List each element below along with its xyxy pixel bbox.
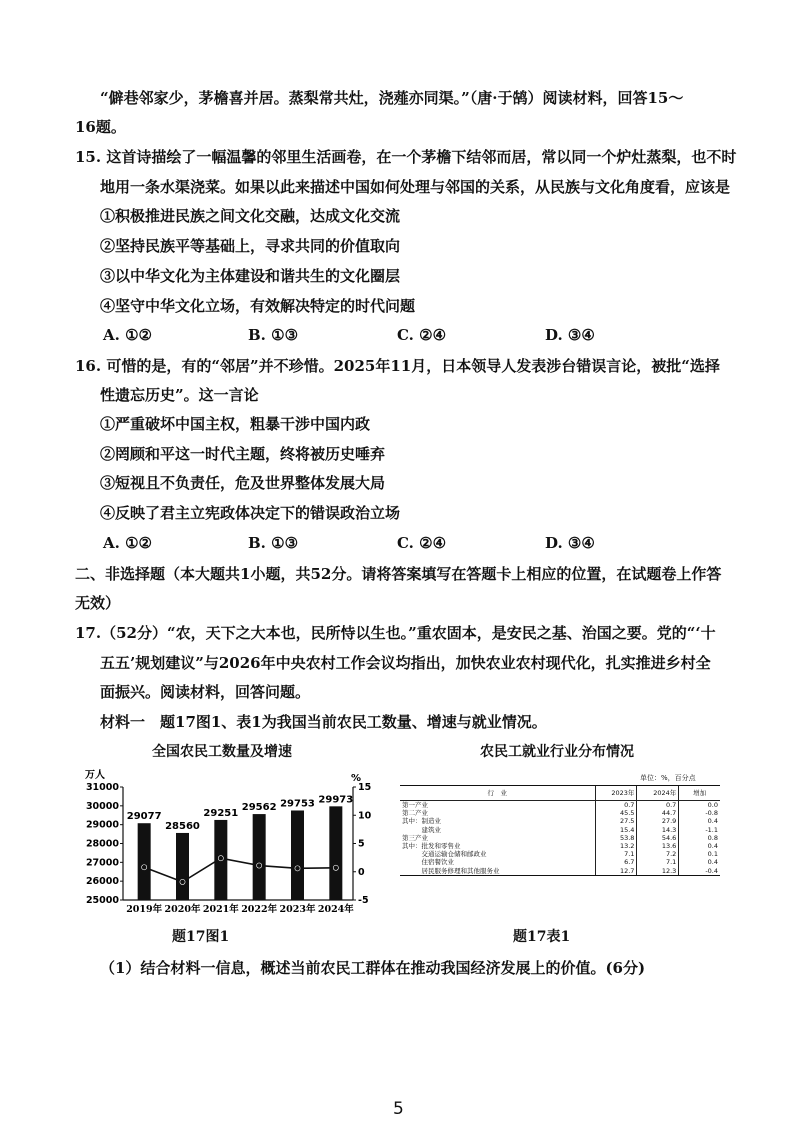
table-header-change: 增加 [679,786,720,801]
intro-line-1: “僻巷邻家少，茅檐喜并居。蒸梨常共灶，浇薤亦同渠。”（唐·于鹄）阅读材料，回答15～ [100,89,684,107]
growth-point [257,863,262,868]
section2-line-2: 无效） [75,594,121,612]
q15-option-c: C. ②④ [397,326,447,344]
table-cell: 7.2 [637,850,679,858]
table-cell: 第三产业 [402,833,428,842]
right-tick-label: -5 [358,895,369,906]
table-cell: 54.6 [637,834,679,842]
bar-value-label: 28560 [165,820,200,832]
table-cell: 14.3 [637,826,679,834]
left-tick-label: 27000 [85,857,119,869]
table-cell: 6.7 [595,858,637,866]
q16-option-d: D. ③④ [545,534,595,552]
table-cell: 45.5 [595,809,637,817]
growth-point [218,856,223,861]
table-caption: 题17表1 [513,929,571,945]
intro-line-2: 16题。 [75,118,126,136]
right-tick-label: 0 [358,866,365,878]
q16-item-4: ④反映了君主立宪政体决定下的错误政治立场 [100,504,401,522]
q16-stem-2: 性遗忘历史”。这一言论 [100,386,259,404]
q15-option-d: D. ③④ [545,326,595,344]
employment-table [400,786,720,875]
left-axis-unit: 万人 [85,770,105,781]
table-row [400,809,720,817]
table-row [400,842,720,850]
table-cell: -1.1 [679,826,720,834]
table-cell: 0.7 [637,801,679,810]
bar-2024年 [329,806,342,900]
q15-item-3: ③以中华文化为主体建设和谐共生的文化圈层 [100,267,401,285]
table-cell: 27.9 [637,817,679,825]
table-cell: 12.7 [595,867,637,875]
table-row [400,867,720,875]
q15-option-b: B. ①③ [248,326,299,344]
table-cell: 第一产业 [402,801,428,809]
left-tick-label: 25000 [85,895,119,906]
bar-2023年 [291,810,304,900]
chart-caption: 题17图1 [172,929,230,945]
table-row [400,801,720,810]
table-cell: 13.2 [595,842,637,850]
table-cell: 7.1 [595,850,637,858]
table-body [400,801,720,875]
left-tick-label: 26000 [85,876,119,888]
table-cell: -0.4 [679,867,720,875]
left-tick-label: 28000 [85,838,119,850]
q15-item-4: ④坚守中华文化立场，有效解决特定的时代问题 [100,297,416,315]
table-row [400,817,720,825]
table-header-2024: 2024年 [637,786,679,801]
table-cell: 44.7 [637,809,679,817]
table-row [400,834,720,842]
table-cell: 0.7 [595,801,637,810]
table-header-2023: 2023年 [595,786,637,801]
table-cell: 0.8 [679,834,720,842]
section2-line-1: 二、非选择题（本大题共1小题，共52分。请将答案填写在答题卡上相应的位置，在试题卷上作答 [75,565,722,583]
q15-stem-2: 地用一条水渠浇菜。如果以此来描述中国如何处理与邻国的关系，从民族与文化角度看，应该是 [100,178,731,196]
table-cell: 其中：制造业 [402,817,441,826]
left-tick-label: 30000 [85,800,119,812]
table-unit: 单位：%，百分点 [640,774,696,782]
table-title: 农民工就业行业分布情况 [480,744,634,760]
q16-stem-1: 16. 可惜的是，有的“邻居”并不珍惜。2025年11月，日本领导人发表涉台错误言论，被批“选择 [75,357,720,375]
x-tick-label: 2023年 [279,904,316,915]
left-tick-label: 31000 [85,782,119,793]
q15-item-1: ①积极推进民族之间文化交融，达成文化交流 [100,207,401,225]
x-tick-label: 2019年 [126,904,163,915]
growth-line [144,858,336,882]
table-cell: 13.6 [637,842,679,850]
q16-option-a: A. ①② [103,534,152,552]
q16-option-b: B. ①③ [248,534,299,552]
table-cell: 第二产业 [402,809,428,818]
right-tick-label: 15 [358,782,372,793]
table-cell: 其中：批发和零售业 [402,842,461,851]
table-cell: 建筑业 [402,825,441,834]
table-cell: 12.3 [637,867,679,875]
x-tick-label: 2022年 [241,904,278,915]
page-number: 5 [393,1099,404,1119]
migrant-worker-chart [75,765,390,920]
x-tick-label: 2021年 [202,904,239,915]
bar-2022年 [253,814,266,900]
growth-point [142,865,147,870]
table-cell: 7.1 [637,858,679,866]
bar-value-label: 29753 [280,798,315,810]
right-axis-unit: % [351,773,362,784]
right-tick-label: 5 [358,838,365,850]
right-tick-label: 10 [358,810,372,822]
employment-table-wrap [400,785,720,876]
table-header-row [400,786,720,801]
table-cell: 0.4 [679,842,720,850]
table-cell: 0.4 [679,817,720,825]
q15-option-a: A. ①② [103,326,152,344]
q17-stem-2: 五五’规划建议”与2026年中央农村工作会议均指出，加快农业农村现代化，扎实推进乡村全 [100,654,711,672]
table-cell: 居民服务修理和其他服务业 [402,866,500,875]
q17-sub-1: （1）结合材料一信息，概述当前农民工群体在推动我国经济发展上的价值。(6分) [100,959,646,977]
table-cell: 53.8 [595,834,637,842]
growth-point [333,865,338,870]
bar-2019年 [138,823,151,900]
table-cell: 交通运输仓储和邮政业 [402,850,487,859]
q16-item-2: ②罔顾和平这一时代主题，终将被历史唾弃 [100,445,386,463]
chart-title: 全国农民工数量及增速 [152,744,292,760]
q17-material-1: 材料一 题17图1、表1为我国当前农民工数量、增速与就业情况。 [100,713,547,731]
table-cell: 15.4 [595,826,637,834]
table-cell: 住宿餐饮业 [402,858,454,867]
table-header-industry: 行 业 [400,786,595,801]
bar-2020年 [176,833,189,900]
bar-value-label: 29077 [126,811,162,823]
q16-item-1: ①严重破坏中国主权，粗暴干涉中国内政 [100,415,371,433]
table-cell: 0.1 [679,850,720,858]
table-cell: 27.5 [595,817,637,825]
growth-point [180,879,185,884]
table-cell: 0.0 [679,801,720,810]
table-row [400,858,720,866]
q16-item-3: ③短视且不负责任，危及世界整体发展大局 [100,474,386,492]
table-cell: 0.4 [679,858,720,866]
left-tick-label: 29000 [85,819,119,831]
q16-option-c: C. ②④ [397,534,447,552]
x-tick-label: 2020年 [164,904,201,915]
bar-value-label: 29251 [203,807,239,819]
x-tick-label: 2024年 [317,904,354,915]
q17-stem-3: 面振兴。阅读材料，回答问题。 [100,683,311,701]
q15-item-2: ②坚持民族平等基础上，寻求共同的价值取向 [100,237,401,255]
q15-stem-1: 15. 这首诗描绘了一幅温馨的邻里生活画卷，在一个茅檐下结邻而居，常以同一个炉灶蒸梨，也不时 [75,148,737,166]
bar-value-label: 29562 [241,802,277,814]
bar-value-label: 29973 [318,794,354,806]
q17-stem-1: 17.（52分）“农，天下之大本也，民所恃以生也。”重农固本，是安民之基、治国之要。党的“‘十 [75,624,716,642]
table-cell: -0.8 [679,809,720,817]
growth-point [295,866,300,871]
table-row [400,826,720,834]
